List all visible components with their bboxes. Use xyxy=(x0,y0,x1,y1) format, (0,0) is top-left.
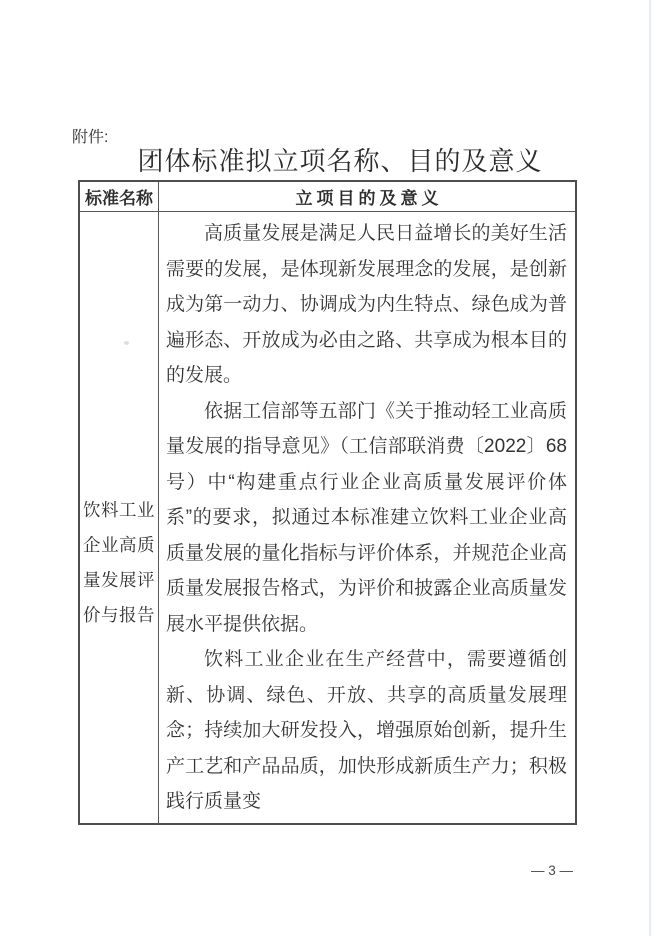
header-standard-name: 标准名称 xyxy=(80,182,159,211)
page-number: — 3 — xyxy=(531,863,574,878)
purpose-cell xyxy=(159,212,575,823)
table-header-row xyxy=(80,182,575,212)
standards-table xyxy=(78,180,577,825)
attachment-label: 附件: xyxy=(72,129,109,146)
purpose-paragraph-1: 高质量发展是满足人民日益增长的美好生活需要的发展，是体现新发展理念的发展，是创新成为第一动力、协调成为内生特点、绿色成为普遍形态、开放成为必由之路、共享成为根本目的的发展。 xyxy=(166,223,567,386)
scan-artifact-smudge xyxy=(124,341,129,345)
header-purpose: 立项目的及意义 xyxy=(295,189,443,208)
table-body-row xyxy=(80,212,575,823)
standard-name-cell xyxy=(80,212,159,823)
standard-name-text: 饮料工业企业高质量发展评价与报告 xyxy=(83,500,155,625)
purpose-paragraph-2: 依据工信部等五部门《关于推动轻工业高质量发展的指导意见》（工信部联消费〔2022〕68 号）中“构建重点行业企业高质量发展评价体系”的要求，拟通过本标准建立饮料工业企业高质量发展的量化指标与评价体系，并规范企业高质量发展报告格式，为评价和披露企业高质量发展水平提供依据。 xyxy=(166,400,567,635)
purpose-paragraph-3: 饮料工业企业在生产经营中，需要遵循创新、协调、绿色、开放、共享的高质量发展理念；持续加大研发投入，增强原始创新，提升生产工艺和产品品质，加快形成新质生产力；积极践行质量变 xyxy=(166,649,567,812)
document-title: 团体标准拟立项名称、目的及意义 xyxy=(137,146,543,176)
